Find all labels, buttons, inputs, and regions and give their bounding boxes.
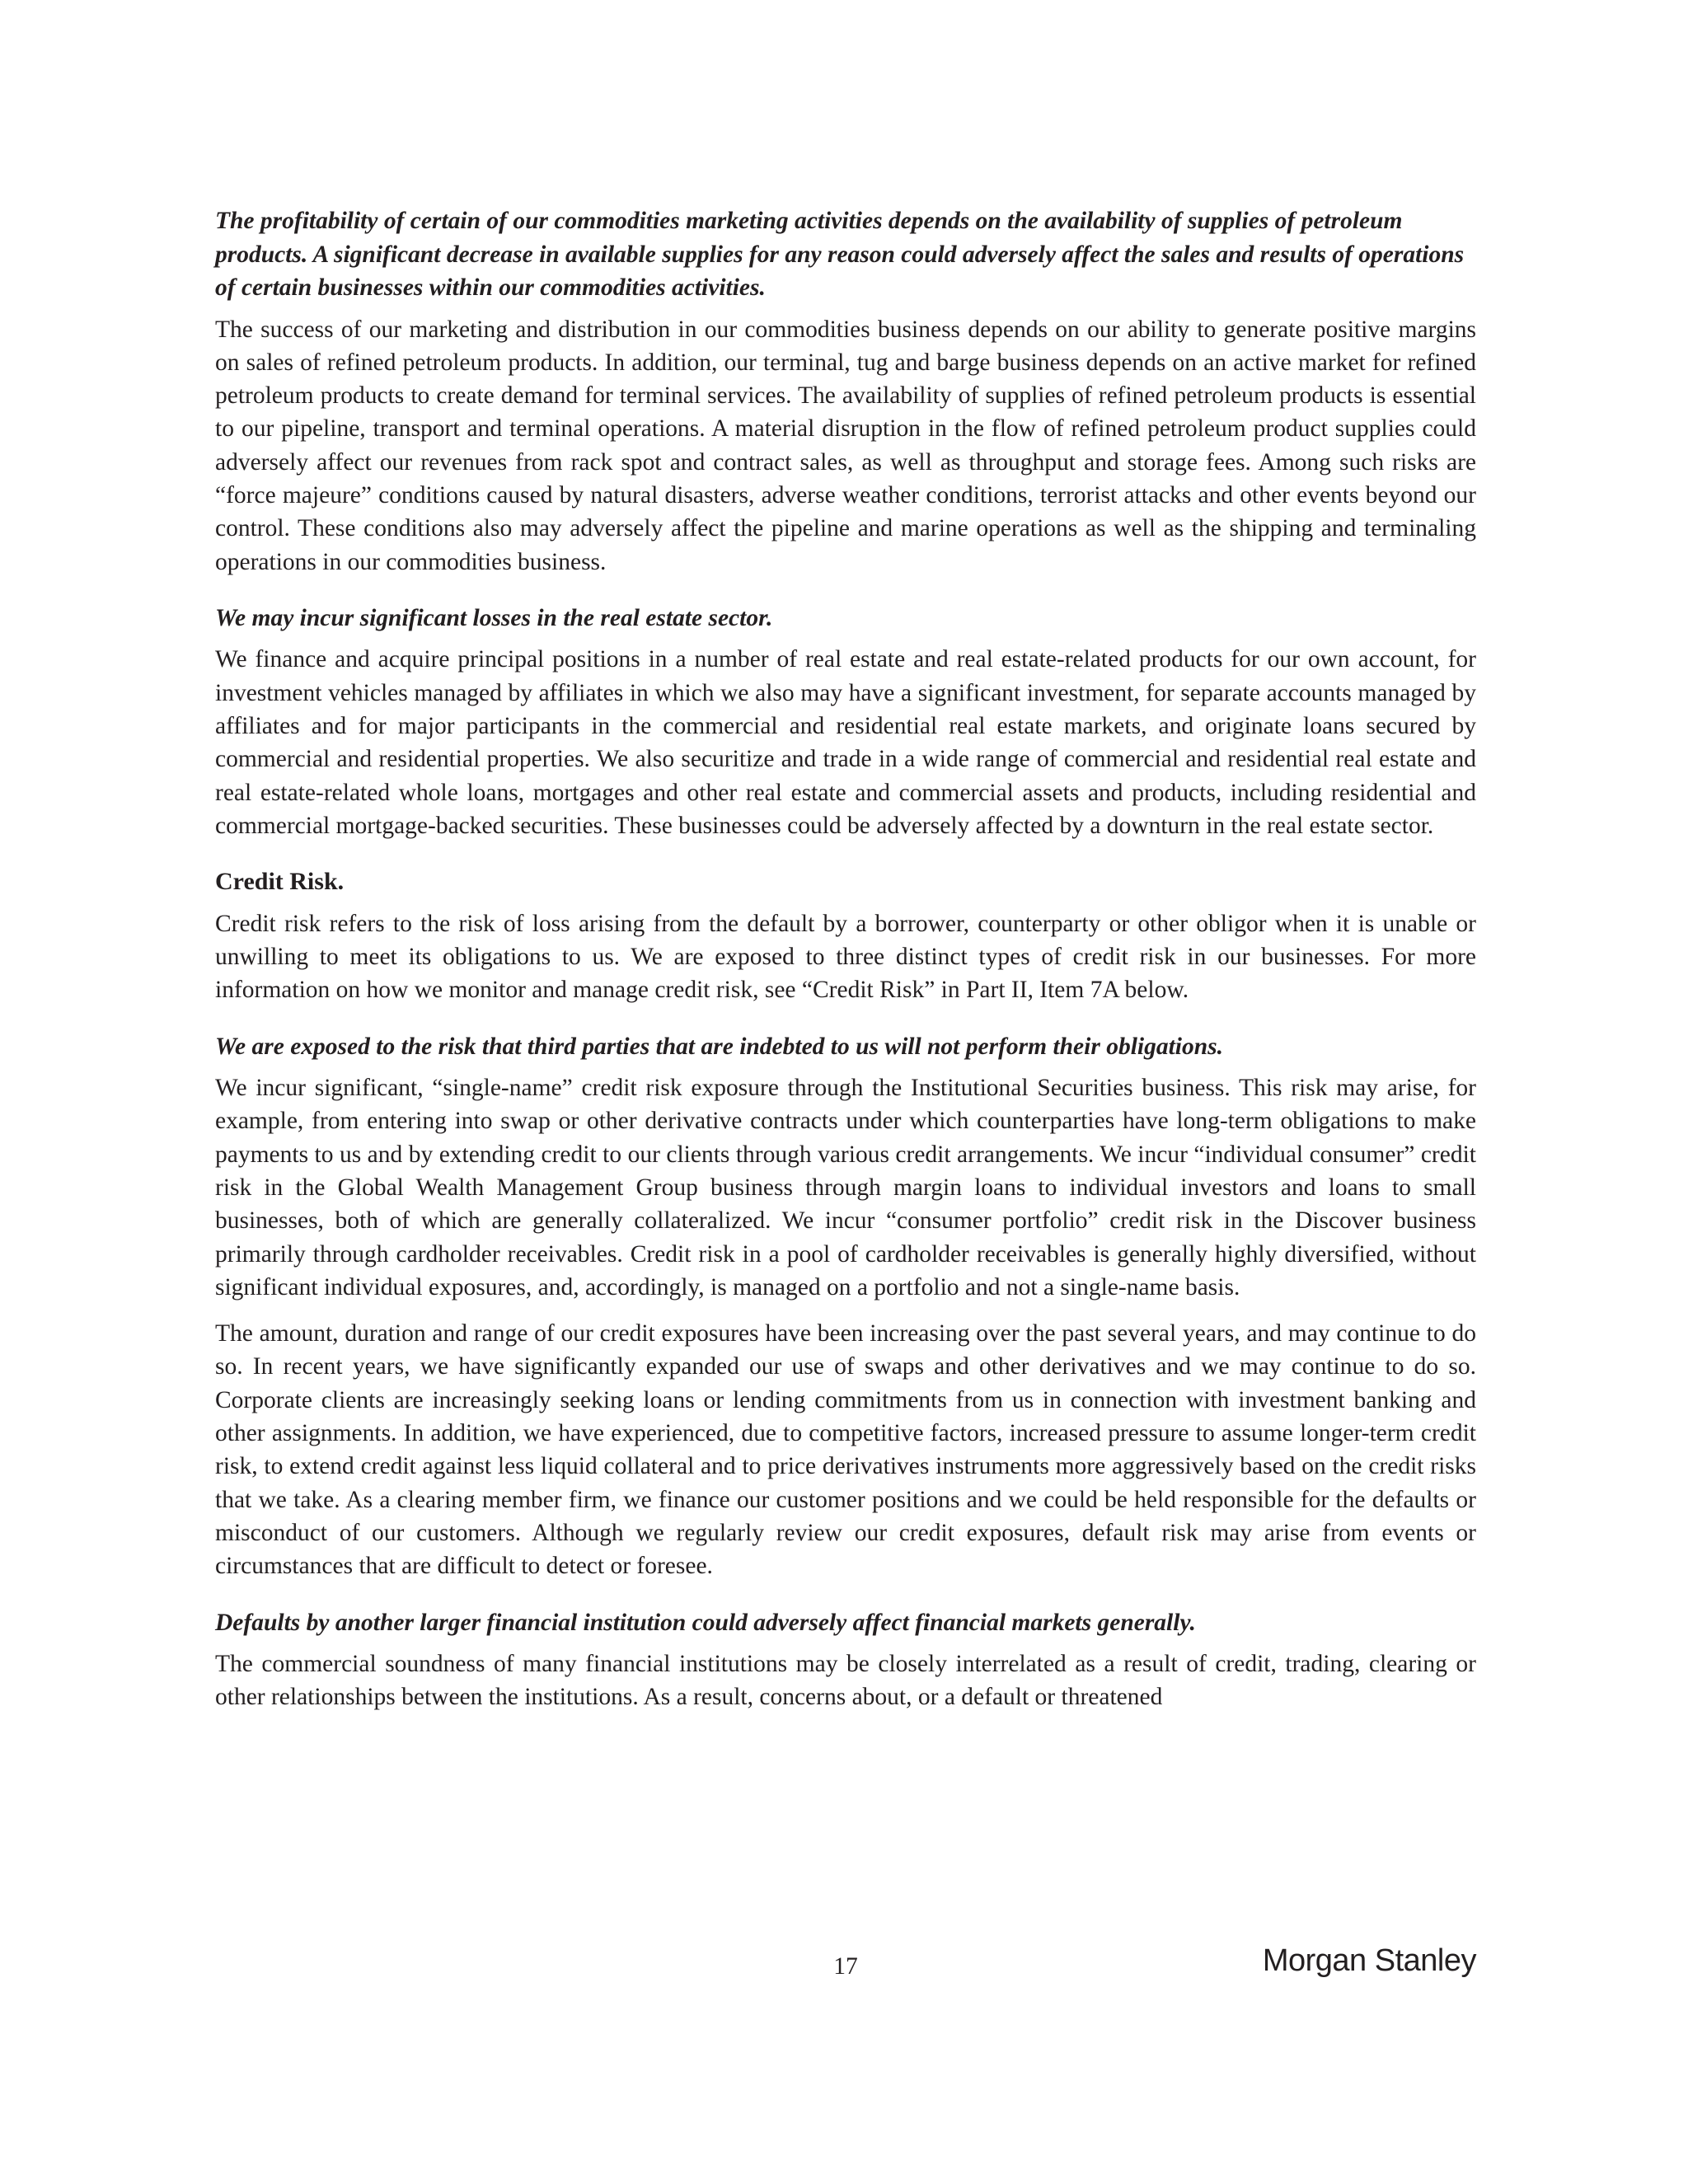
paragraph-credit-risk: Credit risk refers to the risk of loss arising from the default by a borrower, counterparty or other obligor when it is unable or unwilling to meet its obligations to us. We are exposed to three distinct types of credit risk in our businesses. For more information on how we monitor and manage credit risk, see “Credit Risk” in Part II, Item 7A below. xyxy=(215,910,1476,1004)
section-heading-commodities: The profitability of certain of our commodities marketing activities depends on the availability of supplies of petroleum products. A significant decrease in available supplies for any reason could adversely affect the sales and results of operations of certain businesses within our commodities activities. xyxy=(215,208,1465,301)
paragraph-defaults: The commercial soundness of many financial institutions may be closely interrelated as a result of credit, trading, clearing or other relationships between the institutions. As a result, concerns about, or a default or threatened xyxy=(215,1651,1476,1711)
section-heading-third-parties: We are exposed to the risk that third parties that are indebted to us will not perform their obligations. xyxy=(215,1033,1223,1060)
section-heading-real-estate: We may incur significant losses in the real estate sector. xyxy=(215,604,773,631)
page-number: 17 xyxy=(833,1953,858,1980)
document-body xyxy=(215,204,1476,1737)
page-footer xyxy=(215,1943,1476,1985)
section-heading-credit-risk: Credit Risk. xyxy=(215,868,345,896)
paragraph-commodities: The success of our marketing and distribution in our commodities business depends on our ability to generate positive margins on sales of refined petroleum products. In addition, our terminal, tug and barge business depends on an active market for refined petroleum products to create demand for terminal services. The availability of supplies of refined petroleum products is essential to our pipeline, transport and terminal operations. A material disruption in the flow of refined petroleum product supplies could adversely affect our revenues from rack spot and contract sales, as well as throughput and storage fees. Among such risks are “force majeure” conditions caused by natural disasters, adverse weather conditions, terrorist attacks and other events beyond our control. These conditions also may adversely affect the pipeline and marine operations as well as the shipping and terminaling operations in our commodities business. xyxy=(215,316,1476,575)
morgan-stanley-logo: Morgan Stanley xyxy=(1262,1943,1476,1978)
paragraph-third-parties-1: We incur significant, “single-name” credit risk exposure through the Institutional Securities business. This risk may arise, for example, from entering into swap or other derivative contracts under which counterparties have long-term obligations to make payments to us and by extending credit to our clients through various credit arrangements. We incur “individual consumer” credit risk in the Global Wealth Management Group business through margin loans to individual investors and loans to small businesses, both of which are generally collateralized. We incur “consumer portfolio” credit risk in the Discover business primarily through cardholder receivables. Credit risk in a pool of cardholder receivables is generally highly diversified, without significant individual exposures, and, accordingly, is managed on a portfolio and not a single-name basis. xyxy=(215,1075,1476,1301)
paragraph-third-parties-2: The amount, duration and range of our credit exposures have been increasing over the past several years, and may continue to do so. In recent years, we have significantly expanded our use of swaps and other derivatives and we may continue to do so. Corporate clients are increasingly seeking loans or lending commitments from us in connection with investment banking and other assignments. In addition, we have experienced, due to competitive factors, increased pressure to assume longer-term credit risk, to extend credit against less liquid collateral and to price derivatives instruments more aggressively based on the credit risks that we take. As a clearing member firm, we finance our customer positions and we could be held responsible for the defaults or misconduct of our customers. Although we regularly review our credit exposures, default risk may arise from events or circumstances that are difficult to detect or foresee. xyxy=(215,1320,1476,1580)
section-heading-defaults: Defaults by another larger financial institution could adversely affect financial markets generally. xyxy=(215,1609,1196,1636)
paragraph-real-estate: We finance and acquire principal positions in a number of real estate and real estate-related products for our own account, for investment vehicles managed by affiliates in which we also may have a significant investment, for separate accounts managed by affiliates and for major participants in the commercial and residential real estate markets, and originate loans secured by commercial and residential properties. We also securitize and trade in a wide range of commercial and residential real estate and real estate-related whole loans, mortgages and other real estate and commercial assets and products, including residential and commercial mortgage-backed securities. These businesses could be adversely affected by a downturn in the real estate sector. xyxy=(215,646,1476,839)
